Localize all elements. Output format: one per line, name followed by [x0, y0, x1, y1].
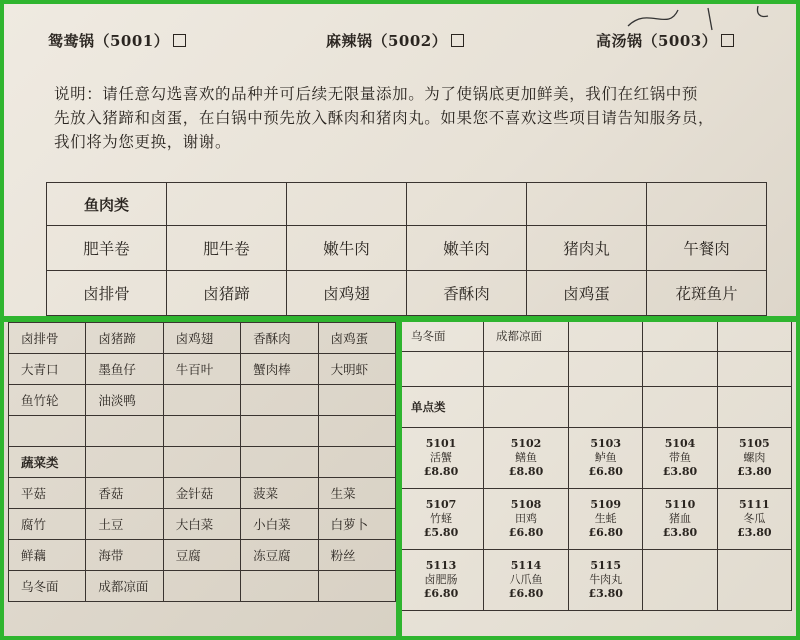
menu-item[interactable]: 鲜藕	[9, 540, 86, 571]
priced-item[interactable]	[402, 428, 484, 489]
item-name: 牛肉丸	[589, 573, 623, 586]
priced-item[interactable]	[484, 550, 569, 611]
item-name: 卤肥肠	[424, 573, 458, 586]
menu-item[interactable]: 牛百叶	[163, 354, 240, 385]
table-cell	[407, 183, 527, 226]
item-code: 5110	[664, 498, 696, 511]
menu-item[interactable]: 小白菜	[241, 509, 318, 540]
item-name: 猪血	[669, 512, 691, 525]
table-cell	[318, 385, 395, 416]
meat-veg-table	[8, 322, 396, 602]
menu-item[interactable]: 香酥肉	[407, 271, 527, 316]
menu-item[interactable]: 午餐肉	[647, 226, 767, 271]
meat-table	[46, 182, 767, 316]
table-row	[9, 540, 396, 571]
table-cell	[484, 387, 569, 428]
pot-label: 麻辣锅（5002）	[326, 32, 448, 50]
table-row	[402, 322, 792, 352]
menu-item[interactable]: 油淡鸭	[86, 385, 163, 416]
menu-item[interactable]: 嫩羊肉	[407, 226, 527, 271]
item-code: 5108	[510, 498, 542, 511]
menu-item[interactable]: 卤鸡蛋	[318, 323, 395, 354]
item-price: £6.80	[588, 465, 623, 478]
menu-item[interactable]: 冻豆腐	[241, 540, 318, 571]
table-row	[402, 550, 792, 611]
table-cell	[717, 550, 791, 611]
item-price: £3.80	[662, 465, 698, 478]
table-cell	[241, 571, 318, 602]
menu-item[interactable]: 豆腐	[163, 540, 240, 571]
table-cell	[402, 352, 484, 387]
table-cell	[484, 352, 569, 387]
menu-item[interactable]: 卤猪蹄	[86, 323, 163, 354]
priced-item[interactable]	[484, 489, 569, 550]
table-cell	[318, 571, 395, 602]
priced-item[interactable]	[484, 428, 569, 489]
item-name: 八爪鱼	[509, 573, 543, 586]
table-cell	[647, 183, 767, 226]
item-name: 带鱼	[669, 451, 691, 464]
checkbox[interactable]	[451, 34, 464, 47]
item-code: 5107	[425, 498, 457, 511]
menu-item[interactable]: 香酥肉	[241, 323, 318, 354]
table-cell	[86, 416, 163, 447]
item-price: £6.80	[508, 526, 544, 539]
menu-item[interactable]: 平菇	[9, 478, 86, 509]
item-price: £3.80	[737, 465, 772, 478]
menu-item[interactable]: 腐竹	[9, 509, 86, 540]
item-price: £3.80	[737, 526, 772, 539]
priced-item[interactable]	[569, 489, 643, 550]
instructions-line: 我们将为您更换，谢谢。	[54, 133, 232, 151]
item-price: £3.80	[588, 587, 623, 600]
table-cell	[569, 322, 643, 352]
menu-item[interactable]: 白萝卜	[318, 509, 395, 540]
menu-item[interactable]: 卤猪蹄	[167, 271, 287, 316]
item-price: £6.80	[588, 526, 623, 539]
menu-item[interactable]: 成都凉面	[484, 322, 569, 352]
table-row	[47, 183, 767, 226]
menu-item[interactable]: 卤排骨	[47, 271, 167, 316]
menu-item[interactable]: 乌冬面	[402, 322, 484, 352]
table-cell	[318, 447, 395, 478]
item-name: 螺肉	[743, 451, 766, 464]
menu-item[interactable]: 卤鸡翅	[287, 271, 407, 316]
checkbox[interactable]	[173, 34, 186, 47]
menu-item[interactable]: 墨鱼仔	[86, 354, 163, 385]
table-cell	[643, 550, 717, 611]
menu-item[interactable]: 大白菜	[163, 509, 240, 540]
menu-item[interactable]: 鱼竹轮	[9, 385, 86, 416]
item-code: 5109	[590, 498, 621, 511]
pot-label: 鸳鸯锅（5001）	[48, 32, 170, 50]
menu-item[interactable]: 生菜	[318, 478, 395, 509]
table-cell	[643, 322, 717, 352]
table-row	[9, 416, 396, 447]
item-name: 竹蛏	[430, 512, 452, 525]
menu-item[interactable]: 卤鸡蛋	[527, 271, 647, 316]
table-cell	[241, 385, 318, 416]
item-code: 5115	[590, 559, 621, 572]
priced-item[interactable]	[402, 489, 484, 550]
menu-item[interactable]: 大青口	[9, 354, 86, 385]
table-cell	[167, 183, 287, 226]
item-price: £3.80	[662, 526, 698, 539]
table-cell	[717, 352, 791, 387]
table-cell	[241, 447, 318, 478]
priced-item[interactable]	[569, 428, 643, 489]
checkbox[interactable]	[721, 34, 734, 47]
menu-item[interactable]: 海带	[86, 540, 163, 571]
menu-photo-bottom-right	[402, 322, 796, 636]
item-code: 5105	[739, 437, 770, 450]
table-row	[402, 428, 792, 489]
priced-item[interactable]	[643, 489, 717, 550]
menu-item[interactable]: 蟹肉棒	[241, 354, 318, 385]
pot-option-mala[interactable]	[326, 30, 464, 51]
table-row	[402, 352, 792, 387]
table-cell	[717, 387, 791, 428]
menu-item[interactable]: 大明虾	[318, 354, 395, 385]
table-cell	[241, 416, 318, 447]
table-cell	[163, 416, 240, 447]
menu-item[interactable]: 粉丝	[318, 540, 395, 571]
menu-item[interactable]: 肥牛卷	[167, 226, 287, 271]
item-code: 5111	[739, 498, 770, 511]
table-row	[9, 478, 396, 509]
item-name: 冬瓜	[743, 512, 766, 525]
table-cell	[527, 183, 647, 226]
item-name: 活蟹	[430, 451, 452, 464]
priced-item[interactable]	[402, 550, 484, 611]
menu-photo-top	[4, 4, 796, 316]
menu-item[interactable]: 猪肉丸	[527, 226, 647, 271]
table-cell	[569, 387, 643, 428]
item-price: £6.80	[423, 587, 459, 600]
table-cell	[86, 447, 163, 478]
menu-item[interactable]: 金针菇	[163, 478, 240, 509]
table-row	[402, 489, 792, 550]
table-row	[9, 354, 396, 385]
item-name: 鲈鱼	[594, 451, 617, 464]
table-row	[402, 387, 792, 428]
table-cell	[163, 571, 240, 602]
table-cell	[643, 352, 717, 387]
menu-item[interactable]: 卤排骨	[9, 323, 86, 354]
item-code: 5101	[425, 437, 457, 450]
table-row	[9, 509, 396, 540]
instructions-line: 先放入猪蹄和卤蛋，在白锅中预先放入酥肉和猪肉丸。如果您不喜欢这些项目请告知服务员，	[54, 109, 715, 127]
item-code: 5104	[664, 437, 696, 450]
priced-item[interactable]	[717, 428, 791, 489]
item-code: 5114	[510, 559, 542, 572]
table-row	[47, 226, 767, 271]
table-row	[9, 385, 396, 416]
table-cell	[643, 387, 717, 428]
priced-item[interactable]	[717, 489, 791, 550]
single-order-table	[402, 322, 792, 611]
menu-item[interactable]: 乌冬面	[9, 571, 86, 602]
menu-item[interactable]: 菠菜	[241, 478, 318, 509]
table-cell	[717, 322, 791, 352]
menu-item[interactable]: 成都凉面	[86, 571, 163, 602]
table-row	[9, 323, 396, 354]
item-name: 田鸡	[515, 512, 538, 525]
item-code: 5103	[590, 437, 621, 450]
table-row	[47, 271, 767, 316]
menu-item[interactable]: 土豆	[86, 509, 163, 540]
menu-item[interactable]: 肥羊卷	[47, 226, 167, 271]
item-code: 5102	[510, 437, 542, 450]
item-price: £6.80	[508, 587, 544, 600]
menu-item[interactable]: 花斑鱼片	[647, 271, 767, 316]
menu-item[interactable]: 嫩牛肉	[287, 226, 407, 271]
table-cell	[569, 352, 643, 387]
item-price: £5.80	[423, 526, 459, 539]
table-cell	[287, 183, 407, 226]
item-name: 鳝鱼	[515, 451, 538, 464]
table-row	[9, 571, 396, 602]
pot-option-yuanyang[interactable]	[48, 30, 186, 51]
priced-item[interactable]	[569, 550, 643, 611]
menu-item[interactable]: 卤鸡翅	[163, 323, 240, 354]
priced-item[interactable]	[643, 428, 717, 489]
instructions-line: 说明：请任意勾选喜欢的品种并可后续无限量添加。为了使锅底更加鲜美，我们在红锅中预	[54, 85, 699, 103]
section-header: 单点类	[402, 387, 484, 428]
menu-photo-bottom-left	[4, 322, 396, 636]
item-price: £8.80	[423, 465, 459, 478]
section-header: 鱼肉类	[47, 183, 167, 226]
pot-label: 高汤锅（5003）	[596, 32, 718, 50]
item-code: 5113	[425, 559, 457, 572]
menu-item[interactable]: 香菇	[86, 478, 163, 509]
item-name: 生蚝	[594, 512, 617, 525]
table-row	[9, 447, 396, 478]
section-header: 蔬菜类	[9, 447, 86, 478]
table-cell	[9, 416, 86, 447]
table-cell	[163, 447, 240, 478]
pot-option-gaotang[interactable]	[596, 30, 734, 51]
item-price: £8.80	[508, 465, 544, 478]
table-cell	[163, 385, 240, 416]
table-cell	[318, 416, 395, 447]
instructions	[54, 82, 774, 154]
